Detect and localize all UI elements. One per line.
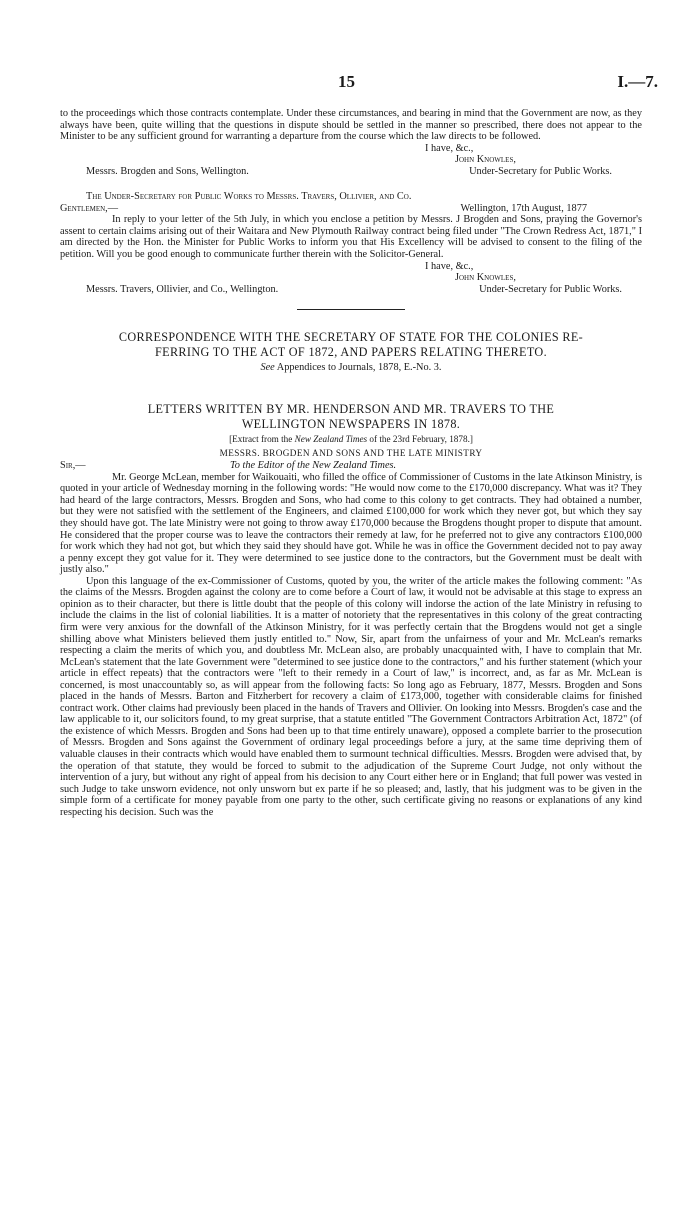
to-editor-line: To the Editor of the New Zealand Times. [230, 459, 397, 471]
letters-title-line2: WELLINGTON NEWSPAPERS IN 1878. [241, 416, 461, 431]
letters-paragraph-1: Mr. George McLean, member for Waikouaiti, who filled the office of Commissioner of Customs in the late Atkinson Ministry, is quoted in your article of Wednesday morning in the following words: "He would now come to the £170,000 discrepancy. What was it? They had heard of the large contractors, Messrs. Brogden and Sons, who had come to this colony to get contracts. They had obtained a number, but they were not satisfied with the settlement of the Engineers, and claimed £100,000 for work which they never got, but which they say they should have got. The late Ministry were not going to throw away £170,000 because the Brogdens thought proper to dispute that amount. He considered that the proper course was to leave the contractors their remedy at law, for he preferred not to give any contractors £100,000 for work which they had not got, but which they said they should have got. While he was in office the Government decided not to pay away a penny except they got value for it. They were determined to see justice done to the contractors, but the Government must be dealt with justly also." [60, 471, 642, 576]
correspondence-title-line1: CORRESPONDENCE WITH THE SECRETARY OF STATE FOR THE COLONIES RE- [118, 330, 584, 345]
page-body [60, 108, 642, 818]
letters-salutation: Sir,— [60, 459, 86, 471]
extract-line [60, 434, 642, 446]
second-letter-place-date: Wellington, 17th August, 1877 [460, 202, 587, 214]
letters-subheading: MESSRS. BROGDEN AND SONS AND THE LATE MINISTRY [219, 448, 483, 459]
page-header [0, 72, 700, 96]
extract-prefix: [Extract from the [229, 433, 293, 444]
second-letter-signer: John Knowles, [455, 272, 516, 284]
correspondence-see-line [60, 362, 642, 374]
salutation-row [60, 460, 642, 472]
second-letter-signer-title: Under-Secretary for Public Works. [479, 283, 622, 295]
second-letter-signature-row [60, 284, 642, 296]
document-reference: I.—7. [617, 72, 658, 91]
see-label: See [260, 362, 275, 374]
second-letter-addressee: Messrs. Travers, Ollivier, and Co., Wellington. [86, 283, 279, 295]
second-letter-salutation: Gentlemen,— [60, 202, 119, 214]
second-letter-heading: The Under-Secretary for Public Works to Messrs. Travers, Ollivier, and Co. [86, 191, 412, 203]
top-letter-addressee: Messrs. Brogden and Sons, Wellington. [86, 165, 249, 177]
extract-suffix: of the 23rd February, 1878.] [369, 433, 473, 444]
correspondence-title-line2: FERRING TO THE ACT OF 1872, AND PAPERS RELATING THERETO. [155, 345, 547, 360]
top-letter-signer: John Knowles, [455, 154, 516, 166]
second-letter-salutation-row [60, 203, 642, 215]
extract-paper: New Zealand Times [294, 433, 368, 444]
second-letter-paragraph: In reply to your letter of the 5th July, in which you enclose a petition by Messrs. J Brogden and Sons, praying the Governor's assent to certain claims arising out of their Waitara and New Plymouth Railway contract being filed under "The Crown Redress Act, 1871," I am directed by the Hon. the Minister for Public Works to inform you that His Excellency will be advised to consent to the filing of the petition. Will you be good enough to communicate further therein with the Solicitor-General. [60, 214, 642, 261]
page-number: 15 [338, 72, 355, 91]
second-letter-closing-row [60, 261, 642, 273]
letters-title-line1: LETTERS WRITTEN BY MR. HENDERSON AND MR. TRAVERS TO THE [147, 401, 555, 416]
top-letter-signer-title: Under-Secretary for Public Works. [469, 165, 612, 177]
letters-paragraph-2: Upon this language of the ex-Commissioner of Customs, quoted by you, the writer of the article makes the following comment: "As the claims of the Messrs. Brogden against the colony are to come before a Court of law, it would not be advisable at this stage to express an opinion as to their character, but there is little doubt that the people of this colony will indorse the action of the late Ministry in refusing to include the claims in the list of colonial liabilities. It is a matter of notoriety that the representatives in this colony of the great contracting firm were very anxious for the downfall of the Atkinson Ministry, for it was perfectly certain that the Brogdens would not get a single shilling above what Ministers believed them justly entitled to." Now, Sir, apart from the unfairness of your and Mr. McLean's remarks respecting a claim the merits of which you, and doubtless Mr. McLean also, are probably unacquainted with, I have to complain that Mr. McLean's statement that the late Government were "determined to see justice done to the contractors," and his further statement (which your article in effect repeats) that the contractors were "left to their remedy in a Court of law," is incorrect, and, as far as Mr. McLean is concerned, is most unaccountably so, as will appear from the following facts: So long ago as February, 1877, Messrs. Brogden and Sons placed in the hands of Messrs. Barton and Fitzherbert for recovery a claim of £173,000, together with considerable claims for finished contract work. Other claims had previously been placed in the hands of Travers and Ollivier. On looking into Messrs. Brogden's case and the law applicable to it, our solicitors found, to my great surprise, that a statute entitled "The Government Contractors Arbitration Act, 1872" (of the existence of which Messrs. Brogden and Sons had been up to that time entirely unaware), opposed a complete barrier to the prosecution of Messrs. Brogden and Sons against the Government of ordinary legal proceedings before a jury, at the same time depriving them of valuable clauses in their contracts which would have enabled them to surmount technical difficulties. Messrs. Brogden were advised that, by the operation of that statute, they would be forced to submit to the adjudication of the Supreme Court Judge, not only without the intervention of a jury, but without any right of appeal from his decision to any Court either here or in England; that full power was vested in such Judge to take unsworn evidence, not only unsworn but ex parte if he so pleased; and, lastly, that his judgment was to be given in the simple form of a certificate for money payable from one party to the other, such certificate giving no reasons or explanations of any kind respecting his decision. Such was the [60, 575, 642, 818]
top-letter-signature-row [60, 166, 642, 178]
top-letter-closing: I have, &c., [425, 142, 474, 154]
top-letter-paragraph: to the proceedings which those contracts contemplate. Under these circumstances, and bearing in mind that the Government are now, as they always have been, quite willing that the questions in dispute should be settled in the manner so prescribed, there does not appear to the Minister to be any sufficient ground for warranting a departure from the course which the law directs to be followed. [60, 108, 642, 143]
second-letter-closing: I have, &c., [425, 260, 474, 272]
see-text: Appendices to Journals, 1878, E.-No. 3. [276, 362, 442, 374]
